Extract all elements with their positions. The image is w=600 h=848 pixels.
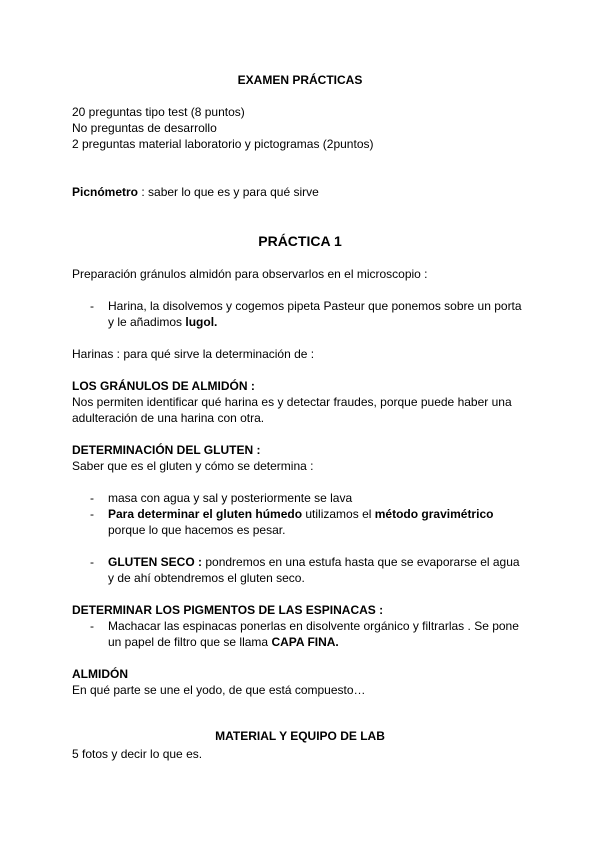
gluten-humedo-bold: Para determinar el gluten húmedo — [108, 507, 303, 521]
bullet1-bold: lugol. — [185, 315, 218, 329]
gluten-seco-bold: GLUTEN SECO : — [108, 555, 203, 569]
picnometro-text: : saber lo que es y para qué sirve — [138, 185, 319, 199]
intro-line-3: 2 preguntas material laboratorio y pictogramas (2puntos) — [72, 137, 374, 151]
pigmentos-line2-text: un papel de filtro que se llama — [108, 635, 272, 649]
gluten-bullet2-line1 — [108, 506, 493, 522]
gluten-intro: Saber que es el gluten y cómo se determina : — [72, 459, 314, 473]
almidon-heading: ALMIDÓN — [72, 667, 128, 681]
page-title: EXAMEN PRÁCTICAS — [237, 73, 363, 87]
metodo-gravimetrico-bold: método gravimétrico — [374, 507, 494, 521]
gluten-bullet2-line2: porque lo que hacemos es pesar. — [108, 523, 286, 537]
gluten-bullet2-mid: utilizamos el — [302, 507, 375, 521]
bullet-marker: - — [90, 555, 94, 569]
gluten-bullet3-line2: y de ahí obtendremos el gluten seco. — [108, 571, 305, 585]
practica1-bullet1-line1: Harina, la disolvemos y cogemos pipeta Pasteur que ponemos sobre un porta — [108, 299, 522, 313]
almidon-text: En qué parte se une el yodo, de que está compuesto… — [72, 683, 366, 697]
practica1-heading: PRÁCTICA 1 — [258, 233, 342, 249]
bullet1-text: y le añadimos — [108, 315, 186, 329]
gluten-heading: DETERMINACIÓN DEL GLUTEN : — [72, 443, 261, 457]
granulos-heading: LOS GRÁNULOS DE ALMIDÓN : — [72, 379, 255, 393]
picnometro-term: Picnómetro — [72, 185, 139, 199]
pigmentos-line2 — [108, 634, 339, 650]
pigmentos-line1: Machacar las espinacas ponerlas en disolvente orgánico y filtrarlas . Se pone — [108, 619, 519, 633]
material-text: 5 fotos y decir lo que es. — [72, 747, 203, 761]
gluten-bullet1: masa con agua y sal y posteriormente se lava — [108, 491, 353, 505]
bullet-marker: - — [90, 491, 94, 505]
material-heading: MATERIAL Y EQUIPO DE LAB — [215, 729, 385, 743]
picnometro-line — [72, 184, 319, 200]
practica1-bullet1-line2 — [108, 314, 217, 330]
granulos-line2: adulteración de una harina con otra. — [72, 411, 265, 425]
pigmentos-heading: DETERMINAR LOS PIGMENTOS DE LAS ESPINACAS : — [72, 603, 384, 617]
capa-fina-bold: CAPA FINA. — [271, 635, 339, 649]
gluten-bullet3-line1 — [108, 554, 520, 570]
harinas-line: Harinas : para qué sirve la determinación de : — [72, 347, 315, 361]
gluten-bullet3-rest: pondremos en una estufa hasta que se evaporarse el agua — [202, 555, 520, 569]
bullet-marker: - — [90, 507, 94, 521]
bullet-marker: - — [90, 619, 94, 633]
intro-line-2: No preguntas de desarrollo — [72, 121, 217, 135]
intro-line-1: 20 preguntas tipo test (8 puntos) — [72, 105, 245, 119]
bullet-marker: - — [90, 299, 94, 313]
practica1-prep: Preparación gránulos almidón para observarlos en el microscopio : — [72, 267, 428, 281]
granulos-line1: Nos permiten identificar qué harina es y detectar fraudes, porque puede haber una — [72, 395, 512, 409]
